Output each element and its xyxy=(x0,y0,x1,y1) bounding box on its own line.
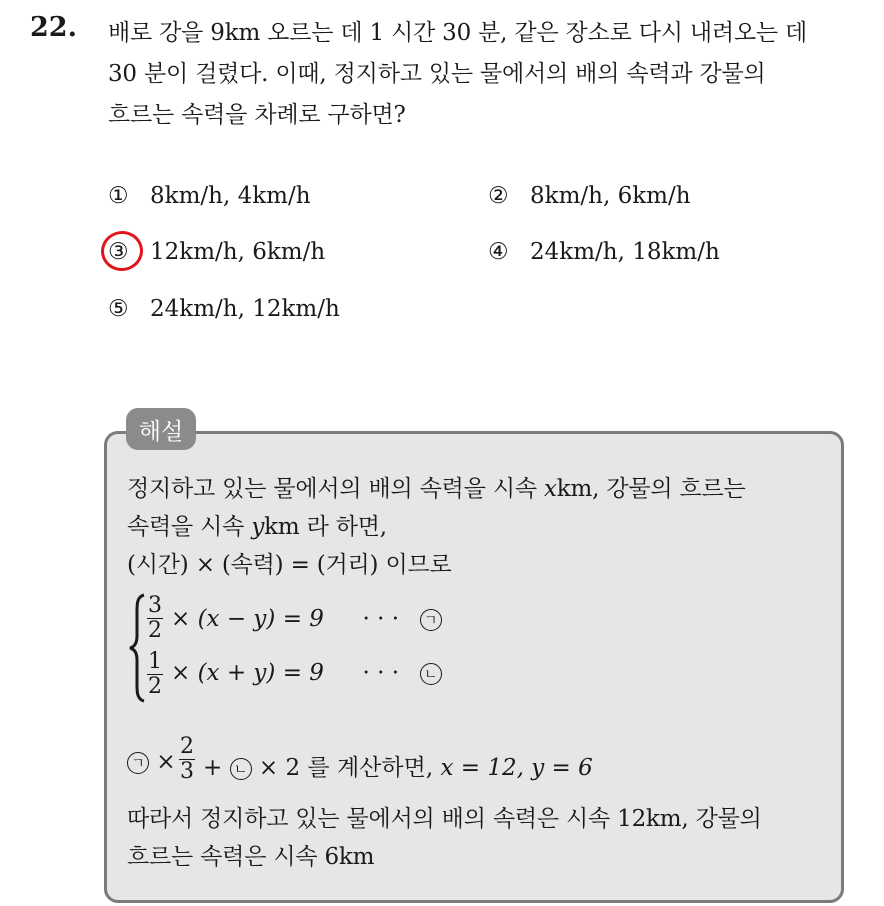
eq1-denominator: 2 xyxy=(148,618,162,643)
calc-left xyxy=(127,749,176,775)
eq2-mark: ㄴ xyxy=(420,663,442,685)
conclusion-line-1: 따라서 정지하고 있는 물에서의 배의 속력은 시속 12km, 강물의 xyxy=(127,806,762,832)
option-1-text: 8km/h, 4km/h xyxy=(150,183,311,209)
eq2-fraction xyxy=(147,650,163,699)
option-4-number: ④ xyxy=(488,239,509,265)
solution-tag: 해설 xyxy=(126,408,196,450)
eq2-numerator: 1 xyxy=(148,649,162,674)
calc-fraction xyxy=(179,735,195,784)
equation-system xyxy=(127,592,438,704)
eq2-expr: × (x + y) = 9 xyxy=(171,660,324,686)
option-2-number: ② xyxy=(488,183,509,209)
eq1-numerator: 3 xyxy=(148,593,162,618)
solution-line-3: (시간) × (속력) = (거리) 이므로 xyxy=(127,552,452,578)
eq2 xyxy=(171,660,442,686)
question-line-2: 30 분이 걸렸다. 이때, 정지하고 있는 물에서의 배의 속력과 강물의 xyxy=(108,61,766,87)
solution-line-1 xyxy=(127,470,746,503)
option-1-number: ① xyxy=(108,183,129,209)
eq2-dots: · · · xyxy=(362,660,400,686)
option-5[interactable] xyxy=(108,296,340,322)
option-3-text: 12km/h, 6km/h xyxy=(150,239,326,265)
question-number: 22. xyxy=(30,12,77,43)
eq2-denominator: 2 xyxy=(148,674,162,699)
left-brace-icon xyxy=(127,592,147,704)
solution-line-1-prefix: 정지하고 있는 물에서의 배의 속력을 시속 xyxy=(127,476,544,502)
calc-tail: × 2 를 계산하면, xyxy=(258,755,434,781)
calc-result: x = 12, y = 6 xyxy=(440,755,593,781)
conclusion-line-2: 흐르는 속력은 시속 6km xyxy=(127,844,375,870)
solution-line-2 xyxy=(127,508,387,541)
calc-mark-2: ㄴ xyxy=(230,758,252,780)
option-2-text: 8km/h, 6km/h xyxy=(530,183,691,209)
calculation-line xyxy=(127,735,727,791)
eq1-dots: · · · xyxy=(362,606,400,632)
answer-circle-mark xyxy=(98,228,145,273)
calc-plus: + xyxy=(203,755,223,781)
question-line-1: 배로 강을 9km 오르는 데 1 시간 30 분, 같은 장소로 다시 내려오는 데 xyxy=(108,20,808,46)
option-4[interactable] xyxy=(488,239,720,265)
eq1-fraction xyxy=(147,594,163,643)
calc-numerator: 2 xyxy=(180,734,194,759)
solution-line-1-suffix: km, 강물의 흐르는 xyxy=(556,476,746,502)
question-line-3: 흐르는 속력을 차례로 구하면? xyxy=(108,102,406,128)
var-x: x xyxy=(543,476,557,502)
eq1-mark: ㄱ xyxy=(420,609,442,631)
option-1[interactable] xyxy=(108,183,311,209)
option-5-number: ⑤ xyxy=(108,296,129,322)
option-2[interactable] xyxy=(488,183,691,209)
calc-mark-1: ㄱ xyxy=(127,752,149,774)
calc-times: × xyxy=(156,749,176,775)
var-y: y xyxy=(251,514,265,540)
eq1-expr: × (x − y) = 9 xyxy=(171,606,324,632)
option-3-number: ③ xyxy=(108,239,129,265)
solution-line-2-prefix: 속력을 시속 xyxy=(127,514,252,540)
calc-right xyxy=(203,749,593,782)
calc-denominator: 3 xyxy=(180,759,194,784)
option-4-text: 24km/h, 18km/h xyxy=(530,239,720,265)
eq1 xyxy=(171,606,442,632)
option-5-text: 24km/h, 12km/h xyxy=(150,296,340,322)
solution-line-2-suffix: km 라 하면, xyxy=(264,514,387,540)
